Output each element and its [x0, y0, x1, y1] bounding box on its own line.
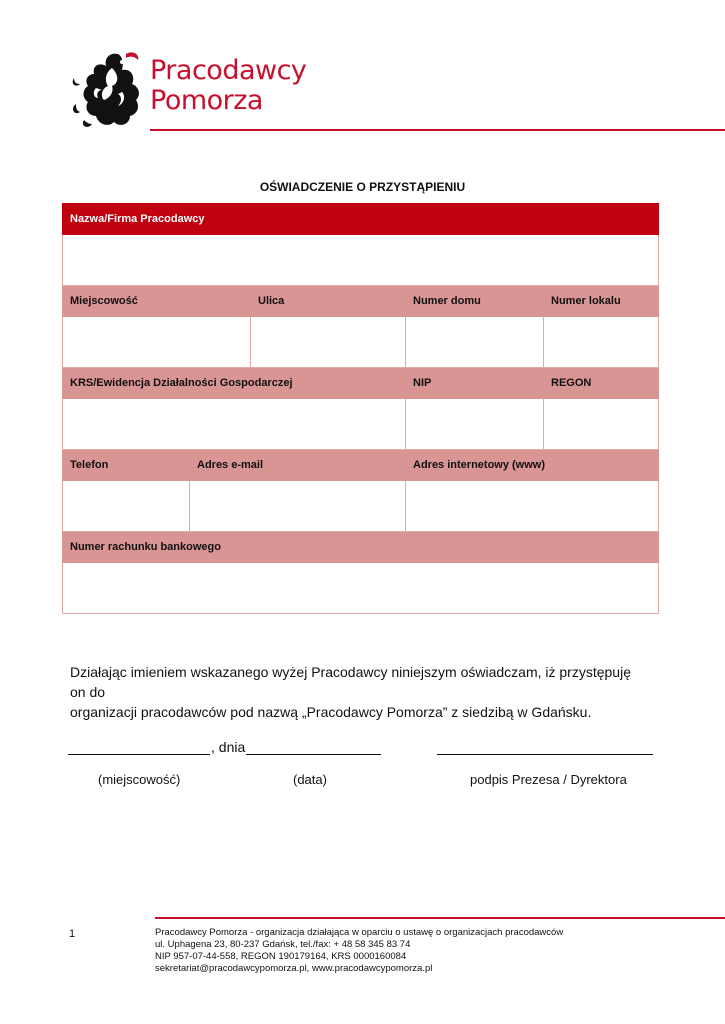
nip-field[interactable] — [406, 399, 544, 450]
declaration-line: organizacji pracodawców pod nazwą „Pracodawcy Pomorza” z siedzibą w Gdańsku. — [70, 704, 592, 720]
page-number: 1 — [69, 928, 76, 940]
dnia-label: , dnia — [211, 739, 246, 755]
place-signature-line[interactable] — [68, 754, 210, 755]
krs-label: KRS/Ewidencja Działalności Gospodarczej — [63, 368, 406, 399]
footer-line: sekretariat@pracodawcypomorza.pl, www.pracodawcypomorza.pl — [155, 963, 433, 974]
brand-name — [150, 56, 306, 116]
footer-address — [155, 927, 563, 975]
place-caption: (miejscowość) — [98, 772, 181, 787]
street-label: Ulica — [251, 286, 406, 317]
footer-line: ul. Uphagena 23, 80-237 Gdańsk, tel./fax: + 48 58 345 83 74 — [155, 939, 411, 950]
brand-line-1: Pracodawcy — [150, 55, 307, 86]
form-input-row — [63, 235, 659, 286]
city-field[interactable] — [63, 317, 251, 368]
krs-field[interactable] — [63, 399, 406, 450]
document-title: OŚWIADCZENIE O PRZYSTĄPIENIU — [259, 180, 466, 194]
footer-line: Pracodawcy Pomorza - organizacja działająca w oparciu o ustawę o organizacjach pracodawców — [155, 927, 564, 938]
signature-line[interactable] — [437, 754, 653, 755]
house-number-field[interactable] — [406, 317, 544, 368]
form-input-row — [63, 317, 659, 368]
bank-account-field[interactable] — [63, 563, 659, 614]
form-header-row — [63, 532, 659, 563]
city-label: Miejscowość — [63, 286, 251, 317]
header-rule — [150, 129, 725, 131]
street-field[interactable] — [251, 317, 406, 368]
website-field[interactable] — [406, 481, 659, 532]
form-header-row — [63, 368, 659, 399]
employer-form — [62, 203, 659, 614]
regon-field[interactable] — [544, 399, 659, 450]
name-label: Nazwa/Firma Pracodawcy — [63, 204, 659, 235]
declaration-line: Działając imieniem wskazanego wyżej Pracodawcy niniejszym oświadczam, iż przystępuję on do — [70, 664, 631, 700]
phone-label: Telefon — [63, 450, 190, 481]
footer-rule — [155, 917, 725, 919]
website-label: Adres internetowy (www) — [406, 450, 659, 481]
email-label: Adres e-mail — [190, 450, 406, 481]
unit-number-label: Numer lokalu — [544, 286, 659, 317]
form-header-row — [63, 204, 659, 235]
email-field[interactable] — [190, 481, 406, 532]
signature-caption: podpis Prezesa / Dyrektora — [470, 772, 627, 787]
date-signature-line[interactable] — [246, 754, 381, 755]
house-number-label: Numer domu — [406, 286, 544, 317]
form-header-row — [63, 286, 659, 317]
griffin-logo-icon — [66, 48, 156, 134]
phone-field[interactable] — [63, 481, 190, 532]
date-caption: (data) — [293, 772, 327, 787]
footer-line: NIP 957-07-44-558, REGON 190179164, KRS 0000160084 — [155, 951, 407, 962]
bank-account-label: Numer rachunku bankowego — [63, 532, 659, 563]
form-header-row — [63, 450, 659, 481]
form-input-row — [63, 563, 659, 614]
unit-number-field[interactable] — [544, 317, 659, 368]
name-field[interactable] — [63, 235, 659, 286]
regon-label: REGON — [544, 368, 659, 399]
nip-label: NIP — [406, 368, 544, 399]
declaration-text — [70, 662, 650, 722]
brand-line-2: Pomorza — [150, 85, 263, 116]
form-input-row — [63, 399, 659, 450]
form-input-row — [63, 481, 659, 532]
